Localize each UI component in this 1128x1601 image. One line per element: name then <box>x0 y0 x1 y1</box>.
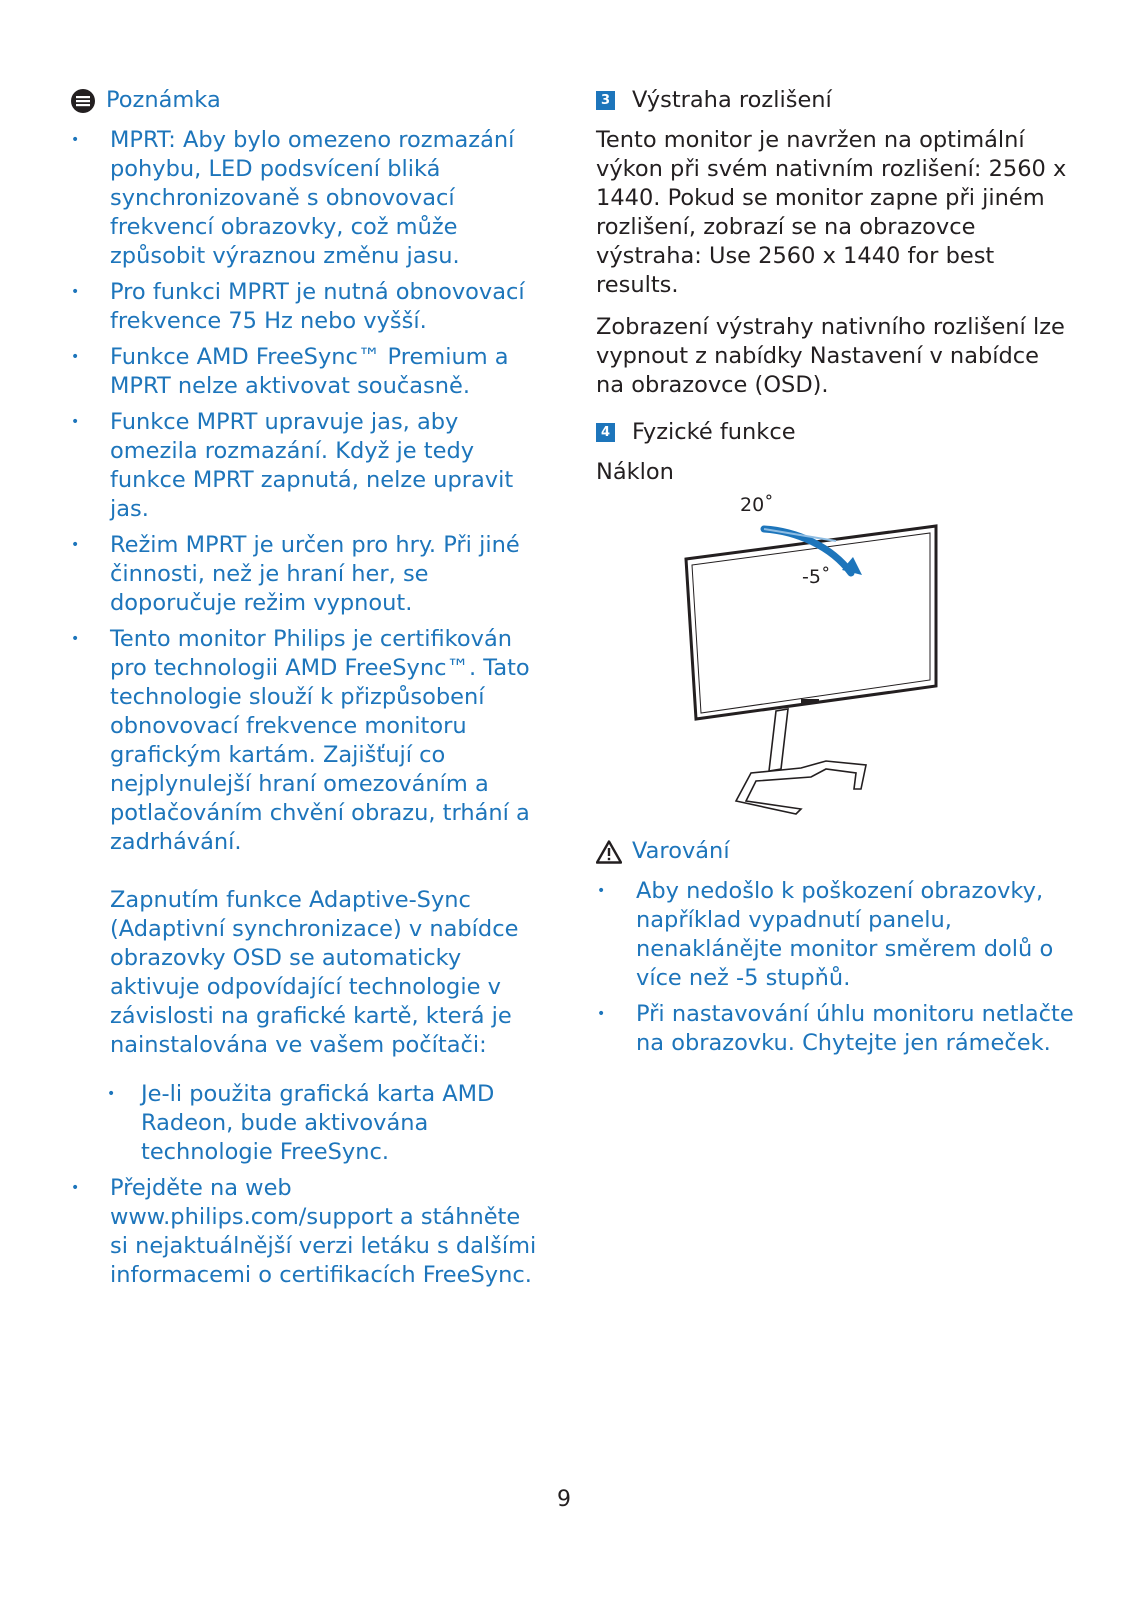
monitor-tilt-illustration <box>596 491 1074 831</box>
freesync-text: Tento monitor Philips je certifikován pro technologii AMD FreeSync™. Tato technologie slouží k přizpůsobení obnovovací frekvence monitoru grafickým kartám. Zajišťují co nejplynulejší hraní omezováním a potlačováním chvění obrazu, trhání a zadrhávání. <box>110 626 530 855</box>
tilt-down-angle: -5˚ <box>802 566 831 588</box>
note-header <box>70 86 540 115</box>
note-list <box>70 126 540 1290</box>
section-4-title: Fyzické funkce <box>632 419 796 445</box>
note-title: Poznámka <box>106 87 221 113</box>
right-column <box>596 86 1074 1065</box>
section-4-header <box>596 418 1074 447</box>
warning-bullet: • Při nastavování úhlu monitoru netlačte na obrazovku. Chytejte jen rámeček. <box>596 1000 1074 1058</box>
tilt-figure <box>596 491 1074 831</box>
section-3-number: 3 <box>596 91 615 110</box>
tilt-label: Náklon <box>596 459 674 485</box>
warning-title: Varování <box>632 838 730 864</box>
note-bullet-freesync <box>70 625 540 1167</box>
adaptive-sync-paragraph: Zapnutím funkce Adaptive-Sync (Adaptivní synchronizace) v nabídce obrazovky OSD se automaticky aktivuje odpovídající technologie v závislosti na grafické kartě, která je nainstalována ve vašem počítači: <box>110 887 519 1058</box>
note-icon <box>70 88 106 114</box>
page-number: 9 <box>557 1487 571 1512</box>
section-3-header <box>596 86 1074 115</box>
section-3-title: Výstraha rozlišení <box>632 87 832 113</box>
sub-bullet: • Je-li použita grafická karta AMD Radeon, bude aktivována technologie FreeSync. <box>110 1080 540 1167</box>
section-3-paragraph-2: Zobrazení výstrahy nativního rozlišení lze vypnout z nabídky Nastavení v nabídce na obrazovce (OSD). <box>596 314 1065 398</box>
warning-bullet: • Aby nedošlo k poškození obrazovky, například vypadnutí panelu, nenaklánějte monitor směrem dolů o více než -5 stupňů. <box>596 877 1074 993</box>
note-bullet: • Pro funkci MPRT je nutná obnovovací frekvence 75 Hz nebo vyšší. <box>70 278 540 336</box>
warning-list <box>596 877 1074 1058</box>
note-bullet: • Přejděte na web www.philips.com/support a stáhněte si nejaktuálnější verzi letáku s dalšími informacemi o certifikacích FreeSync. <box>70 1174 540 1290</box>
section-3-paragraph-1: Tento monitor je navržen na optimální výkon při svém nativním rozlišení: 2560 x 1440. Pokud se monitor zapne při jiném rozlišení, zobrazí se na obrazovce výstraha: Use 2560 x 1440 for best results. <box>596 127 1067 298</box>
note-bullet: • Funkce MPRT upravuje jas, aby omezila rozmazání. Když je tedy funkce MPRT zapnutá, nelze upravit jas. <box>70 408 540 524</box>
note-bullet: • MPRT: Aby bylo omezeno rozmazání pohybu, LED podsvícení bliká synchronizovaně s obnovovací frekvencí obrazovky, což může způsobit výraznou změnu jasu. <box>70 126 540 271</box>
warning-icon <box>596 840 632 864</box>
section-4-number: 4 <box>596 423 615 442</box>
tilt-up-angle: 20˚ <box>740 494 774 516</box>
note-bullet: • Režim MPRT je určen pro hry. Při jiné činnosti, než je hraní her, se doporučuje režim vypnout. <box>70 531 540 618</box>
warning-header <box>596 837 1074 866</box>
note-bullet: • Funkce AMD FreeSync™ Premium a MPRT nelze aktivovat současně. <box>70 343 540 401</box>
left-column <box>70 86 540 1297</box>
sub-list <box>110 1080 540 1167</box>
